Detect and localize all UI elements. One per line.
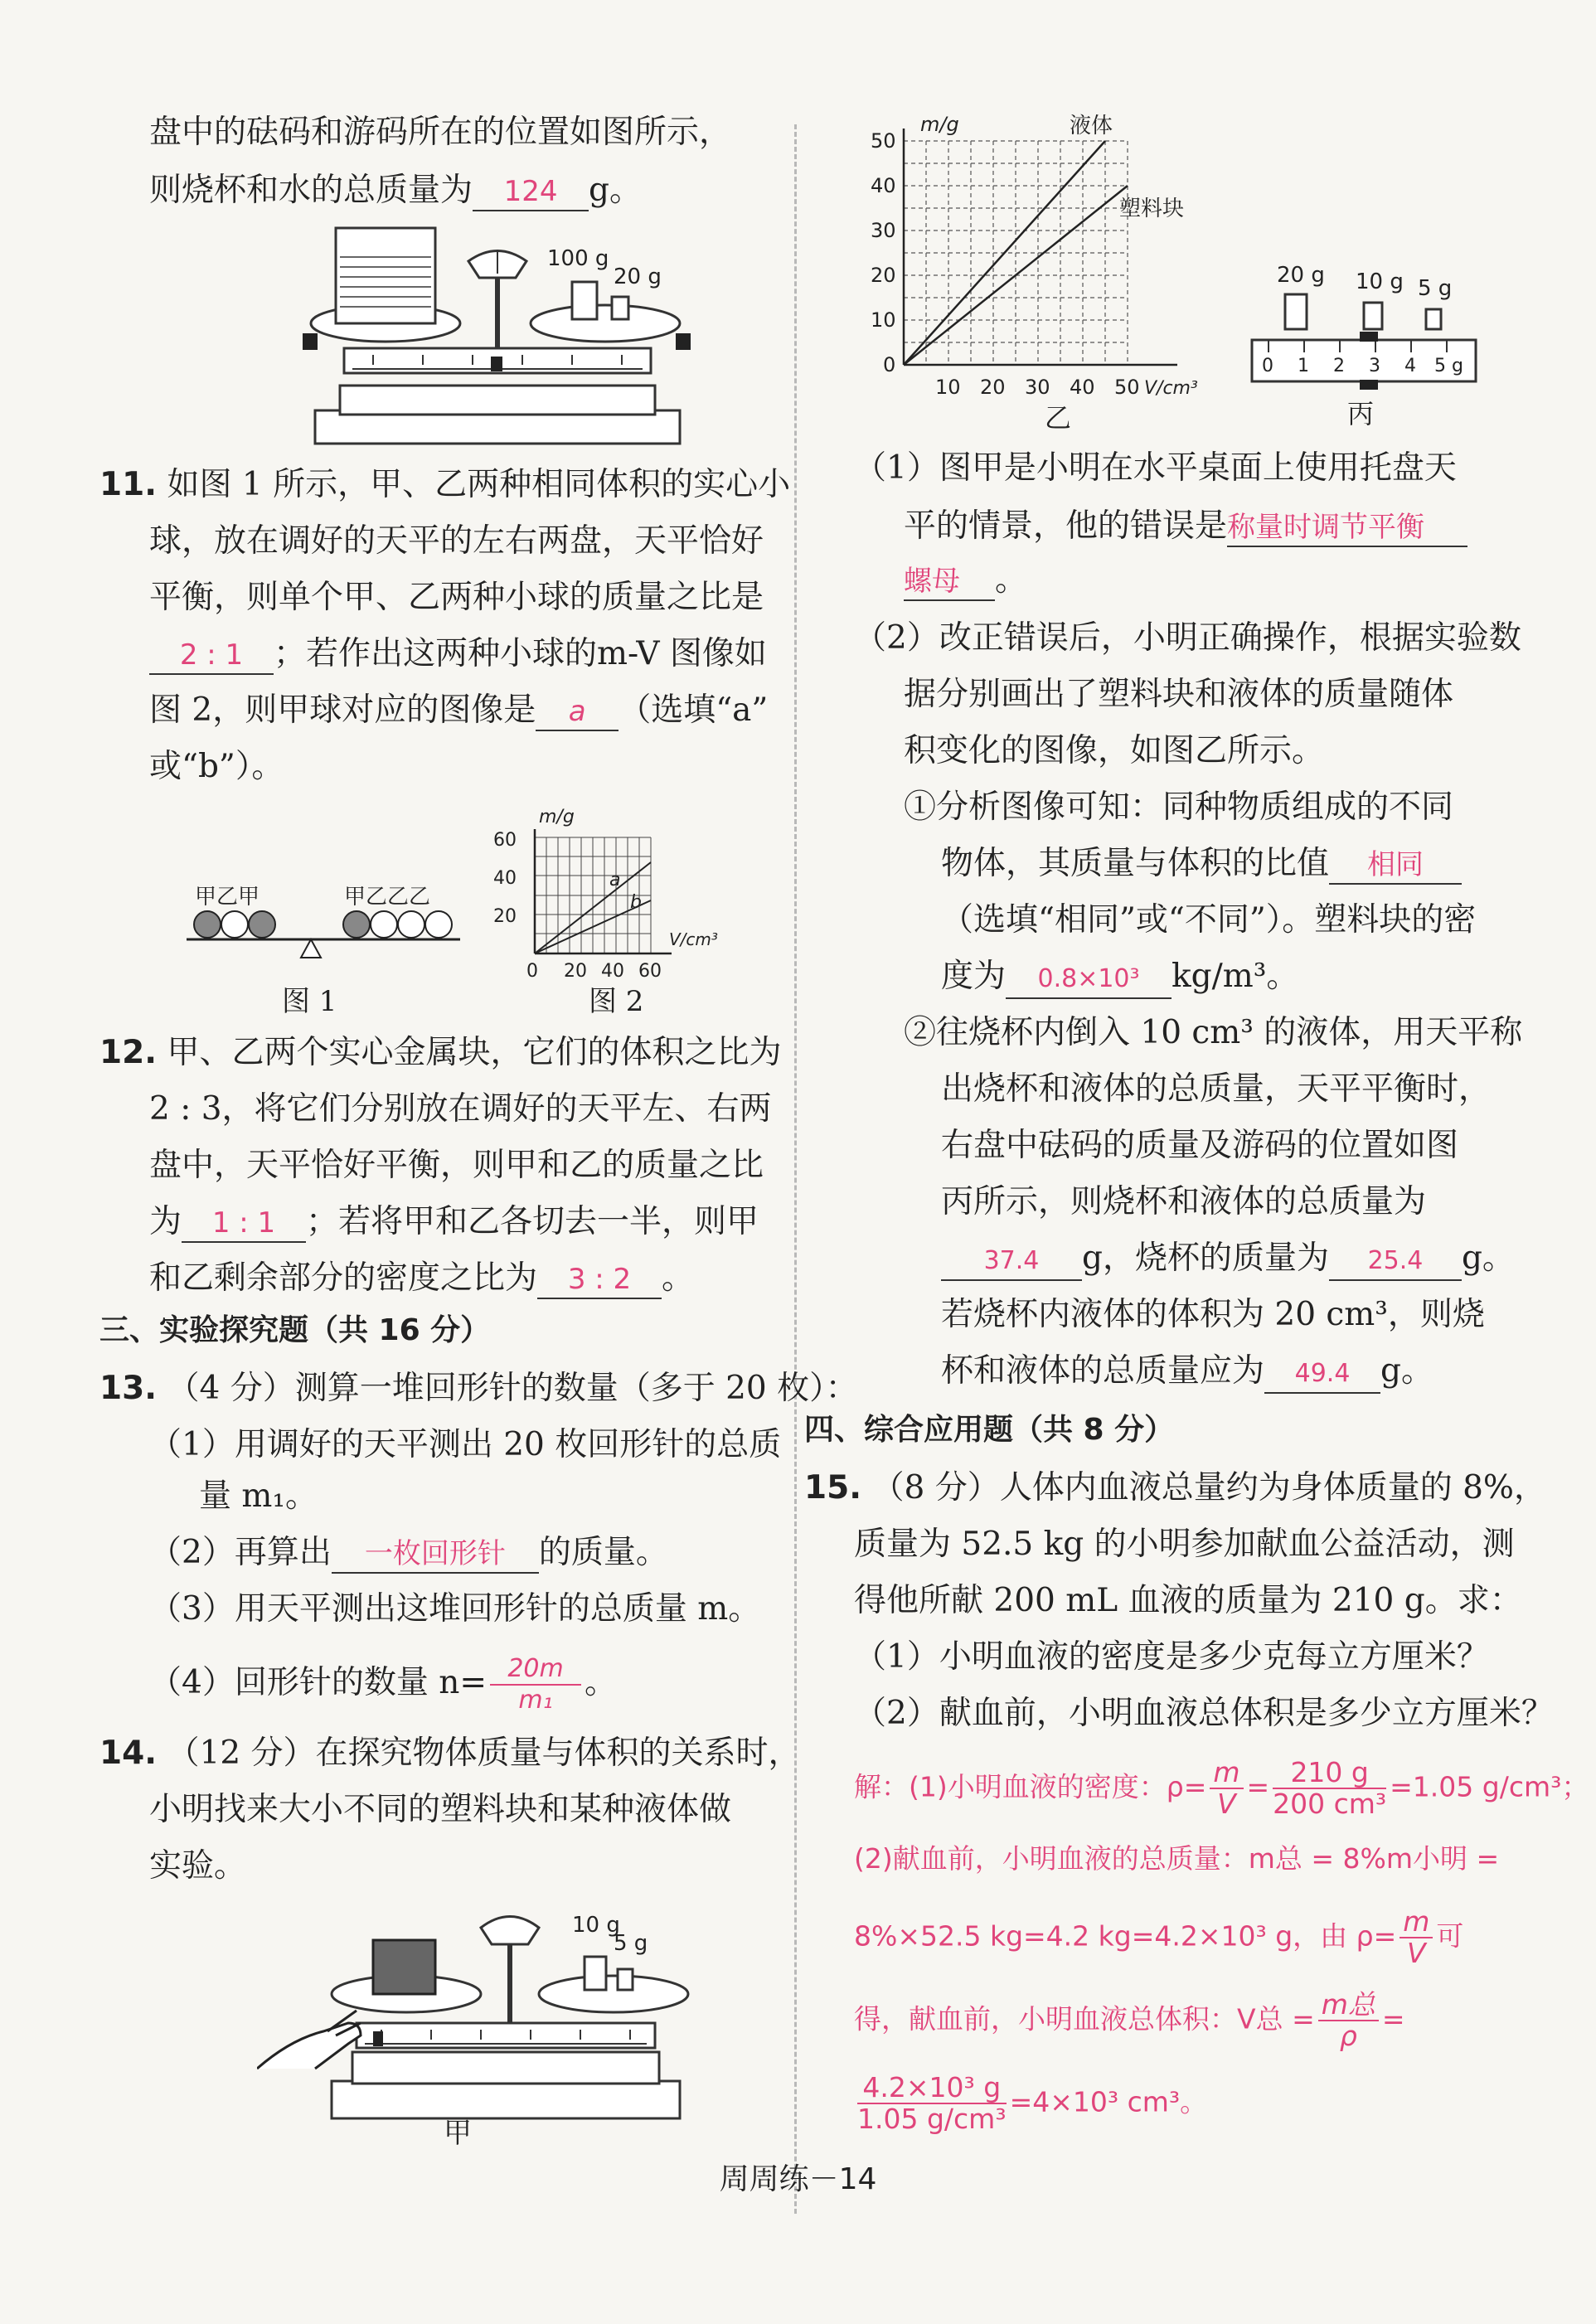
q15-sol3-end: 可 bbox=[1436, 1919, 1464, 1953]
q15-solution-line2: (2)献血前，小明血液的总质量：m总 = 8%m小明 = bbox=[854, 1842, 1500, 1875]
q11-text5: 图 2，则甲球对应的图像是 bbox=[149, 691, 536, 729]
q11-line2: 球，放在调好的天平的左右两盘，天平恰好 bbox=[149, 522, 764, 560]
q11-figure2 bbox=[485, 804, 759, 987]
q14-yi-xtick: 30 bbox=[1025, 376, 1050, 399]
q15-sol5-frac-num: 4.2×10³ g bbox=[857, 2073, 1007, 2104]
q10-weight-label-20g: 20 g bbox=[614, 264, 662, 289]
q12-line1 bbox=[99, 1032, 782, 1074]
q10-line1: 盘中的砝码和游码所在的位置如图所示， bbox=[149, 114, 732, 151]
q15-text1: （8 分）人体内血液总量约为身体质量的 8%， bbox=[871, 1469, 1546, 1506]
q11-fig2-xtick: 40 bbox=[601, 961, 624, 982]
q15-solution-line5 bbox=[854, 2073, 1207, 2134]
q15-sol4-frac-num: m总 bbox=[1318, 1990, 1379, 2021]
q15-solution-line3 bbox=[854, 1907, 1463, 1968]
q10-line2 bbox=[149, 170, 642, 211]
q14-fig-jia-caption: 甲 bbox=[444, 2117, 472, 2150]
q13-text1: （4 分）测算一堆回形针的数量（多于 20 枚）： bbox=[167, 1370, 858, 1407]
q15-sol1-result: =1.05 g/cm³； bbox=[1390, 1770, 1589, 1803]
q10-balance-figure bbox=[298, 224, 696, 448]
q14-p2-2h bbox=[941, 1351, 1433, 1394]
q14-p2-1-answer: 相同 bbox=[1329, 847, 1462, 885]
q11-fig2-xtick: 0 bbox=[526, 961, 538, 982]
q14-p1a: （1）图甲是小明在水平桌面上使用托盘天 bbox=[854, 449, 1457, 487]
q11-fig1-left-label: 甲乙甲 bbox=[195, 885, 260, 910]
q14-yi-ytick: 20 bbox=[871, 264, 896, 287]
q15-sol4-frac bbox=[1318, 1990, 1379, 2051]
q14-yi-ytick: 30 bbox=[871, 219, 896, 242]
q11-number: 11. bbox=[99, 466, 158, 503]
q15-sol4-frac-den: ρ bbox=[1339, 2020, 1357, 2052]
q12-line2: 2 : 3，将它们分别放在调好的天平左、右两 bbox=[149, 1090, 772, 1128]
q13-text2: （2）再算出 bbox=[149, 1534, 332, 1571]
q14-p2-2-unit: g。 bbox=[1461, 1240, 1515, 1277]
q14-yi-xlabel: V/cm³ bbox=[1144, 378, 1198, 399]
q15-line2: 质量为 52.5 kg 的小明参加献血公益活动，测 bbox=[854, 1526, 1515, 1563]
q14-p2-1-unit: kg/m³。 bbox=[1172, 958, 1299, 995]
q14-bing-caption: 丙 bbox=[1347, 398, 1375, 429]
q15-sol5-frac-den: 1.05 g/cm³ bbox=[857, 2103, 1007, 2135]
q14-p2b: 据分别画出了塑料块和液体的质量随体 bbox=[904, 676, 1454, 713]
q15-sol4-text: 得，献血前，小明血液总体积：V总 = bbox=[854, 2002, 1315, 2035]
q10-weight-label-100g: 100 g bbox=[547, 246, 609, 271]
q15-sol4-eq: = bbox=[1381, 2002, 1405, 2035]
q12-text5b: 。 bbox=[662, 1259, 695, 1297]
q14-p2-2a: ②往烧杯内倒入 10 cm³ 的液体，用天平称 bbox=[904, 1014, 1523, 1051]
q14-p2-2-answer2: 25.4 bbox=[1329, 1243, 1462, 1281]
q10-answer: 124 bbox=[473, 173, 589, 211]
q14-p2-2c: 右盘中砝码的质量及游码的位置如图 bbox=[941, 1127, 1459, 1164]
q14-yi-plastic-label: 塑料块 bbox=[1119, 196, 1185, 221]
q15-sol3-frac-den: V bbox=[1407, 1937, 1426, 1969]
q10-unit: g。 bbox=[589, 172, 642, 209]
svg-text:0: 0 bbox=[1262, 356, 1273, 376]
q15-line4: （1）小明血液的密度是多少克每立方厘米？ bbox=[854, 1638, 1489, 1676]
q13-answer4-denominator: m₁ bbox=[518, 1686, 553, 1715]
q12-text1: 甲、乙两个实心金属块，它们的体积之比为 bbox=[167, 1034, 782, 1071]
q12-line5 bbox=[149, 1258, 694, 1299]
q14-p2-2g: 若烧杯内液体的体积为 20 cm³，则烧 bbox=[941, 1296, 1485, 1333]
q15-solution-line4 bbox=[854, 1990, 1405, 2051]
q14-p1-answer2: 螺母 bbox=[904, 563, 995, 601]
q10-text: 则烧杯和水的总质量为 bbox=[149, 172, 473, 209]
q14-jia-weight-5g: 5 g bbox=[614, 1931, 648, 1956]
q14-figure-jia bbox=[257, 1890, 738, 2131]
q15-line1 bbox=[804, 1468, 1546, 1509]
q14-yi-liquid-label: 液体 bbox=[1070, 114, 1113, 138]
q14-p2a: （2）改正错误后，小明正确操作，根据实验数 bbox=[854, 619, 1521, 657]
q11-figure1 bbox=[178, 879, 526, 978]
q14-p2-1c: （选填“相同”或“不同”）。塑料块的密 bbox=[941, 901, 1477, 939]
q14-jia-weight-10g: 10 g bbox=[572, 1913, 620, 1938]
q13-line1 bbox=[99, 1368, 858, 1409]
q14-yi-gridlines bbox=[904, 141, 1128, 365]
q13-step1b: 量 m₁。 bbox=[199, 1477, 318, 1515]
q11-fig2-ytick: 40 bbox=[493, 868, 517, 889]
q13-step2 bbox=[149, 1532, 668, 1574]
q15-number: 15. bbox=[804, 1469, 862, 1506]
q14-line3: 实验。 bbox=[149, 1847, 247, 1885]
q13-answer2: 一枚回形针 bbox=[332, 1536, 539, 1574]
q14-number: 14. bbox=[99, 1735, 158, 1772]
q14-yi-caption: 乙 bbox=[1045, 402, 1072, 434]
q14-p2-2-text2: 杯和液体的总质量应为 bbox=[941, 1352, 1265, 1390]
q13-answer4-fraction bbox=[490, 1654, 581, 1715]
q15-sol3-frac-num: m bbox=[1400, 1907, 1433, 1938]
q14-yi-xtick: 20 bbox=[980, 376, 1006, 399]
q12-text4: 为 bbox=[149, 1203, 182, 1240]
q11-answer2: a bbox=[536, 693, 619, 731]
q11-fig2-line-a-label: a bbox=[609, 870, 621, 890]
q14-p1-end: 。 bbox=[995, 561, 1028, 599]
q15-solution-line1 bbox=[854, 1758, 1589, 1819]
q15-sol1-text: 解：(1)小明血液的密度：ρ= bbox=[854, 1770, 1207, 1803]
q14-p2-1d bbox=[941, 956, 1298, 999]
q14-p2-2-unit2: g。 bbox=[1380, 1352, 1433, 1390]
q14-yi-xtick: 50 bbox=[1114, 376, 1140, 399]
q11-fig2-ytick: 20 bbox=[493, 906, 517, 927]
q15-sol1-frac1-num: m bbox=[1210, 1758, 1243, 1789]
svg-text:3: 3 bbox=[1369, 356, 1380, 376]
q14-p2-1b bbox=[941, 843, 1462, 885]
q13-text2b: 的质量。 bbox=[538, 1534, 668, 1571]
q14-p2-1-density-text: 度为 bbox=[941, 958, 1007, 995]
q13-text4: （4）回形针的数量 n= bbox=[149, 1664, 488, 1701]
q12-number: 12. bbox=[99, 1034, 158, 1071]
q13-step3: （3）用天平测出这堆回形针的总质量 m。 bbox=[149, 1590, 761, 1628]
q12-answer2: 3 : 2 bbox=[537, 1261, 662, 1299]
svg-text:4: 4 bbox=[1404, 356, 1416, 376]
q12-text4b: ；若将甲和乙各切去一半，则甲 bbox=[306, 1203, 759, 1240]
q11-text1: 如图 1 所示，甲、乙两种相同体积的实心小 bbox=[167, 466, 791, 503]
q11-fig2-line-b-label: b bbox=[630, 892, 642, 913]
q14-yi-ytick: 50 bbox=[871, 129, 896, 153]
q14-p2-1-text: 物体，其质量与体积的比值 bbox=[941, 845, 1330, 882]
q14-p1-text: 平的情景，他的错误是 bbox=[904, 507, 1228, 545]
q14-p2-2-text: g，烧杯的质量为 bbox=[1082, 1240, 1329, 1277]
q14-p1c bbox=[904, 560, 1027, 601]
q13-answer4-numerator: 20m bbox=[490, 1654, 581, 1686]
svg-text:5 g: 5 g bbox=[1434, 356, 1463, 376]
q14-bing-weight-5g: 5 g bbox=[1418, 276, 1453, 301]
q14-p2-2d: 丙所示，则烧杯和液体的总质量为 bbox=[941, 1183, 1427, 1220]
q11-text4: ；若作出这两种小球的m-V 图像如 bbox=[274, 635, 767, 672]
q15-sol1-frac1 bbox=[1210, 1758, 1243, 1819]
q15-sol5-frac bbox=[857, 2073, 1007, 2134]
q14-bing-weight-10g: 10 g bbox=[1356, 269, 1404, 294]
q11-fig2-ytick: 60 bbox=[493, 830, 517, 851]
q11-fig1-caption: 图 1 bbox=[282, 985, 337, 1018]
q14-text1: （12 分）在探究物体质量与体积的关系时， bbox=[167, 1735, 801, 1772]
q13-step1a: （1）用调好的天平测出 20 枚回形针的总质 bbox=[149, 1426, 782, 1463]
q14-line2: 小明找来大小不同的塑料块和某种液体做 bbox=[149, 1791, 732, 1828]
q11-line3: 平衡，则单个甲、乙两种小球的质量之比是 bbox=[149, 579, 764, 616]
q13-step4 bbox=[149, 1654, 617, 1715]
q15-sol5-result: =4×10³ cm³。 bbox=[1009, 2085, 1208, 2118]
q11-answer1: 2 : 1 bbox=[149, 637, 274, 675]
q11-line4 bbox=[149, 633, 767, 675]
q15-sol1-frac2-num: 210 g bbox=[1273, 1758, 1386, 1789]
q14-p2-2-answer3: 49.4 bbox=[1264, 1356, 1380, 1394]
section-4-heading: 四、综合应用题（共 8 分） bbox=[804, 1413, 1175, 1447]
q13-text4b: 。 bbox=[585, 1664, 618, 1701]
q15-sol1-frac1-den: V bbox=[1217, 1788, 1236, 1820]
q14-p2-2-answer1: 37.4 bbox=[941, 1243, 1082, 1281]
q14-p2-1a: ①分析图像可知：同种物质组成的不同 bbox=[904, 788, 1454, 826]
q11-line5 bbox=[149, 690, 768, 731]
q15-sol3-frac bbox=[1400, 1907, 1433, 1968]
q11-fig2-xtick: 60 bbox=[638, 961, 662, 982]
q15-sol1-eq: = bbox=[1246, 1770, 1270, 1803]
q11-line6: 或“b”）。 bbox=[149, 748, 284, 785]
q14-p2c: 积变化的图像，如图乙所示。 bbox=[904, 732, 1325, 769]
q15-sol3-text: 8%×52.5 kg=4.2 kg=4.2×10³ g，由 ρ= bbox=[854, 1919, 1397, 1953]
q15-line3: 得他所献 200 mL 血液的质量为 210 g。求： bbox=[854, 1582, 1522, 1619]
page-footer: 周周练－14 bbox=[719, 2162, 877, 2196]
column-divider bbox=[794, 124, 797, 2214]
q14-p1-answer1: 称量时调节平衡 bbox=[1227, 509, 1467, 547]
q14-p2-2b: 出烧杯和液体的总质量，天平平衡时， bbox=[941, 1070, 1492, 1108]
q14-p1b bbox=[904, 506, 1467, 547]
q11-fig1-right-label: 甲乙乙乙 bbox=[344, 885, 431, 910]
q12-line3: 盘中，天平恰好平衡，则甲和乙的质量之比 bbox=[149, 1147, 764, 1184]
q15-sol1-frac2 bbox=[1273, 1758, 1386, 1819]
q14-yi-ylabel: m/g bbox=[920, 113, 959, 136]
q11-line1 bbox=[99, 464, 790, 506]
right-column bbox=[804, 0, 1589, 2222]
q14-yi-ytick: 10 bbox=[871, 308, 896, 332]
q14-p2-2e bbox=[941, 1238, 1515, 1281]
q11-fig2-caption: 图 2 bbox=[589, 985, 644, 1018]
q14-p2-1-answer2: 0.8×10³ bbox=[1006, 961, 1172, 999]
q13-number: 13. bbox=[99, 1370, 158, 1407]
q14-figure-yi-chart bbox=[854, 108, 1252, 439]
section-3-heading: 三、实验探究题（共 16 分） bbox=[99, 1313, 491, 1347]
q14-figure-bing bbox=[1244, 249, 1492, 439]
q11-fig2-xtick: 20 bbox=[564, 961, 587, 982]
q15-line5: （2）献血前，小明血液总体积是多少立方厘米？ bbox=[854, 1695, 1554, 1732]
svg-text:1: 1 bbox=[1298, 356, 1309, 376]
q11-fig2-xlabel: V/cm³ bbox=[669, 929, 718, 949]
q14-yi-xtick: 40 bbox=[1070, 376, 1095, 399]
q14-yi-ytick: 40 bbox=[871, 174, 896, 197]
q12-answer1: 1 : 1 bbox=[182, 1205, 306, 1243]
q12-line4 bbox=[149, 1201, 759, 1243]
q14-yi-xtick: 10 bbox=[935, 376, 961, 399]
q12-text5: 和乙剩余部分的密度之比为 bbox=[149, 1259, 538, 1297]
q11-text5b: （选填“a” bbox=[619, 691, 769, 729]
q15-sol1-frac2-den: 200 cm³ bbox=[1273, 1788, 1387, 1820]
q14-line1 bbox=[99, 1733, 801, 1774]
q11-fig2-ylabel: m/g bbox=[539, 807, 575, 827]
q14-yi-ytick: 0 bbox=[883, 353, 896, 376]
svg-text:2: 2 bbox=[1333, 356, 1345, 376]
q14-bing-weight-20g: 20 g bbox=[1277, 263, 1325, 288]
